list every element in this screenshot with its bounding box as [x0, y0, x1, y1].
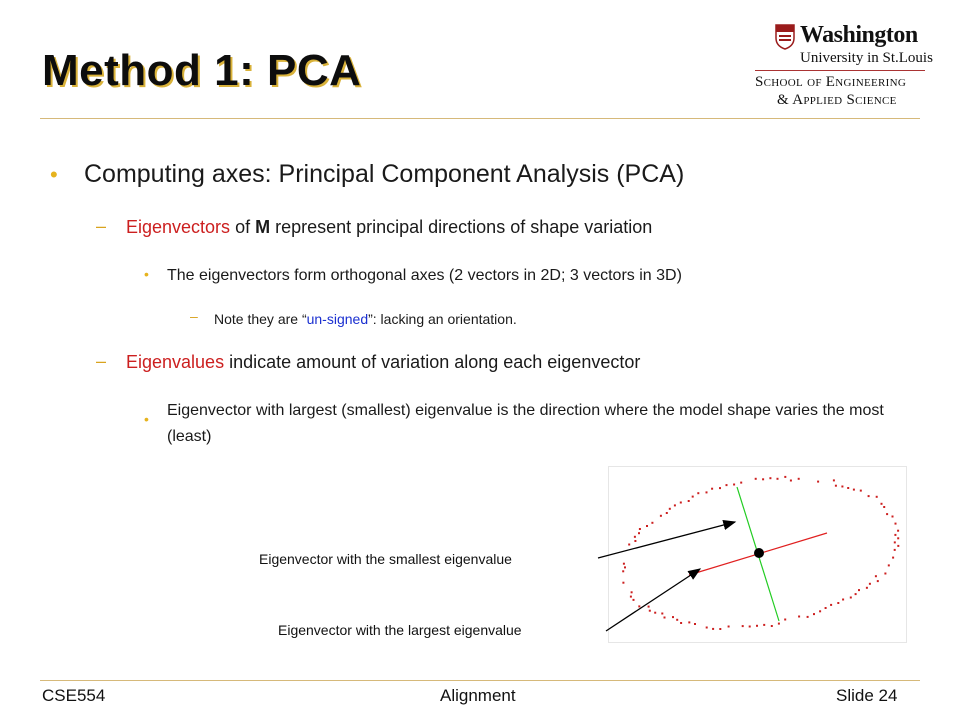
pca-plot [609, 467, 906, 642]
shape-point [894, 534, 896, 536]
university-logo [745, 20, 935, 110]
shape-point [883, 506, 885, 508]
shape-point [875, 575, 877, 577]
shape-point [771, 625, 773, 627]
text-of: of [230, 217, 256, 237]
shape-point [669, 508, 671, 510]
shape-point [622, 570, 624, 572]
term-unsigned: un-signed [306, 311, 369, 327]
shape-point [634, 540, 636, 542]
shape-point [711, 488, 713, 490]
label-smallest-eigenvalue: Eigenvector with the smallest eigenvalue [259, 551, 512, 567]
shape-point [884, 573, 886, 575]
shape-point [706, 627, 708, 629]
shape-point [866, 587, 868, 589]
logo-university: University in St.Louis [800, 50, 933, 66]
dash-icon: – [190, 308, 198, 324]
shape-point [897, 537, 899, 539]
shape-point [719, 487, 721, 489]
shape-point [763, 624, 765, 626]
shape-point [749, 626, 751, 628]
shape-point [855, 593, 857, 595]
shape-point [624, 566, 626, 568]
shape-point [869, 583, 871, 585]
shape-point [784, 619, 786, 621]
shape-point [798, 616, 800, 618]
logo-washington: Washington [800, 22, 918, 48]
bullet-text [126, 217, 652, 238]
logo-divider [755, 70, 925, 71]
shape-point [680, 622, 682, 624]
bullet-text: Computing axes: Principal Component Analysis (PCA) [84, 160, 685, 188]
shape-point [631, 591, 633, 593]
shape-point [895, 523, 897, 525]
shape-point [853, 489, 855, 491]
shape-point [842, 599, 844, 601]
shape-point [886, 513, 888, 515]
shape-point [622, 582, 624, 584]
shape-point [706, 491, 708, 493]
shape-point [694, 623, 696, 625]
shape-point [726, 484, 728, 486]
shape-point [639, 528, 641, 530]
shape-point [819, 610, 821, 612]
term-eigenvectors: Eigenvectors [126, 217, 231, 237]
shield-icon [775, 24, 795, 50]
shape-point [688, 500, 690, 502]
pca-figure [608, 466, 907, 643]
shape-point [860, 490, 862, 492]
shape-point [881, 503, 883, 505]
shape-point [888, 564, 890, 566]
bullet-text [214, 311, 517, 327]
shape-point [868, 495, 870, 497]
shape-point [638, 605, 640, 607]
bullet-text: The eigenvectors form orthogonal axes (2 vectors in 2D; 3 vectors in 3D) [167, 267, 682, 284]
logo-school: School of Engineering [755, 74, 907, 90]
text-rest: indicate amount of variation along each eigenvector [224, 352, 641, 372]
shape-point [712, 628, 714, 630]
text-rest: represent principal directions of shape variation [270, 217, 653, 237]
shape-point [664, 617, 666, 619]
shape-point [742, 625, 744, 627]
bullet-text: Eigenvector with largest (smallest) eigenvalue is the direction where the model shape varies the most (least) [167, 402, 884, 445]
shape-point [623, 563, 625, 565]
centroid [754, 548, 764, 558]
shape-point [769, 477, 771, 479]
shape-point [630, 596, 632, 598]
shape-point [697, 492, 699, 494]
shape-point [833, 479, 835, 481]
shape-point [680, 502, 682, 504]
logo-applied-science: & Applied Science [777, 92, 897, 108]
shape-point [897, 530, 899, 532]
shape-point [660, 515, 662, 517]
shape-point [634, 536, 636, 538]
shape-point [894, 541, 896, 543]
shape-point [892, 516, 894, 518]
shape-point [688, 621, 690, 623]
shape-point [777, 478, 779, 480]
shape-point [817, 481, 819, 483]
dash-icon: – [96, 216, 107, 236]
shape-point [784, 476, 786, 478]
shape-point [633, 599, 635, 601]
shape-point [778, 623, 780, 625]
shape-point [877, 580, 879, 582]
slide-title: Method 1: PCA [42, 46, 362, 95]
shape-point [755, 478, 757, 480]
shape-point [674, 504, 676, 506]
shape-point [672, 616, 674, 618]
shape-point [649, 610, 651, 612]
bullet-dot-icon: • [144, 266, 149, 282]
text-pre: Note they are “ [214, 311, 307, 327]
footer-course: CSE554 [42, 686, 106, 705]
shape-point [894, 549, 896, 551]
shape-point [651, 522, 653, 524]
shape-point [825, 607, 827, 609]
footer-divider [40, 680, 920, 681]
shape-point [847, 487, 849, 489]
shape-point [740, 482, 742, 484]
bullet-dot-icon: • [144, 411, 149, 427]
shape-point [628, 544, 630, 546]
shape-point [648, 606, 650, 608]
footer-topic: Alignment [440, 686, 516, 705]
shape-point [646, 525, 648, 527]
shape-point [841, 486, 843, 488]
shape-point [897, 545, 899, 547]
shape-point [830, 604, 832, 606]
shape-point [790, 480, 792, 482]
bullet-text [126, 352, 640, 373]
term-eigenvalues: Eigenvalues [126, 352, 225, 372]
term-m: M [255, 217, 271, 237]
shape-point [837, 602, 839, 604]
shape-point [807, 616, 809, 618]
shape-point [728, 626, 730, 628]
shape-point [733, 484, 735, 486]
shape-point [762, 478, 764, 480]
shape-point [676, 619, 678, 621]
text-post: ”: lacking an orientation. [368, 311, 517, 327]
shape-point [835, 485, 837, 487]
bullet-dot-icon: • [50, 162, 58, 187]
label-largest-eigenvalue: Eigenvector with the largest eigenvalue [278, 622, 522, 638]
shape-point [666, 512, 668, 514]
title-divider [40, 118, 920, 119]
shape-point [858, 589, 860, 591]
shape-point [719, 628, 721, 630]
footer-slide-number: Slide 24 [836, 686, 898, 705]
shape-point [654, 612, 656, 614]
shape-point [850, 597, 852, 599]
shape-point [638, 532, 640, 534]
dash-icon: – [96, 351, 107, 371]
shape-point [692, 496, 694, 498]
shape-point [798, 478, 800, 480]
shape-point [813, 613, 815, 615]
shape-point [876, 496, 878, 498]
shape-point [661, 613, 663, 615]
shape-point [892, 557, 894, 559]
shape-point [756, 625, 758, 627]
